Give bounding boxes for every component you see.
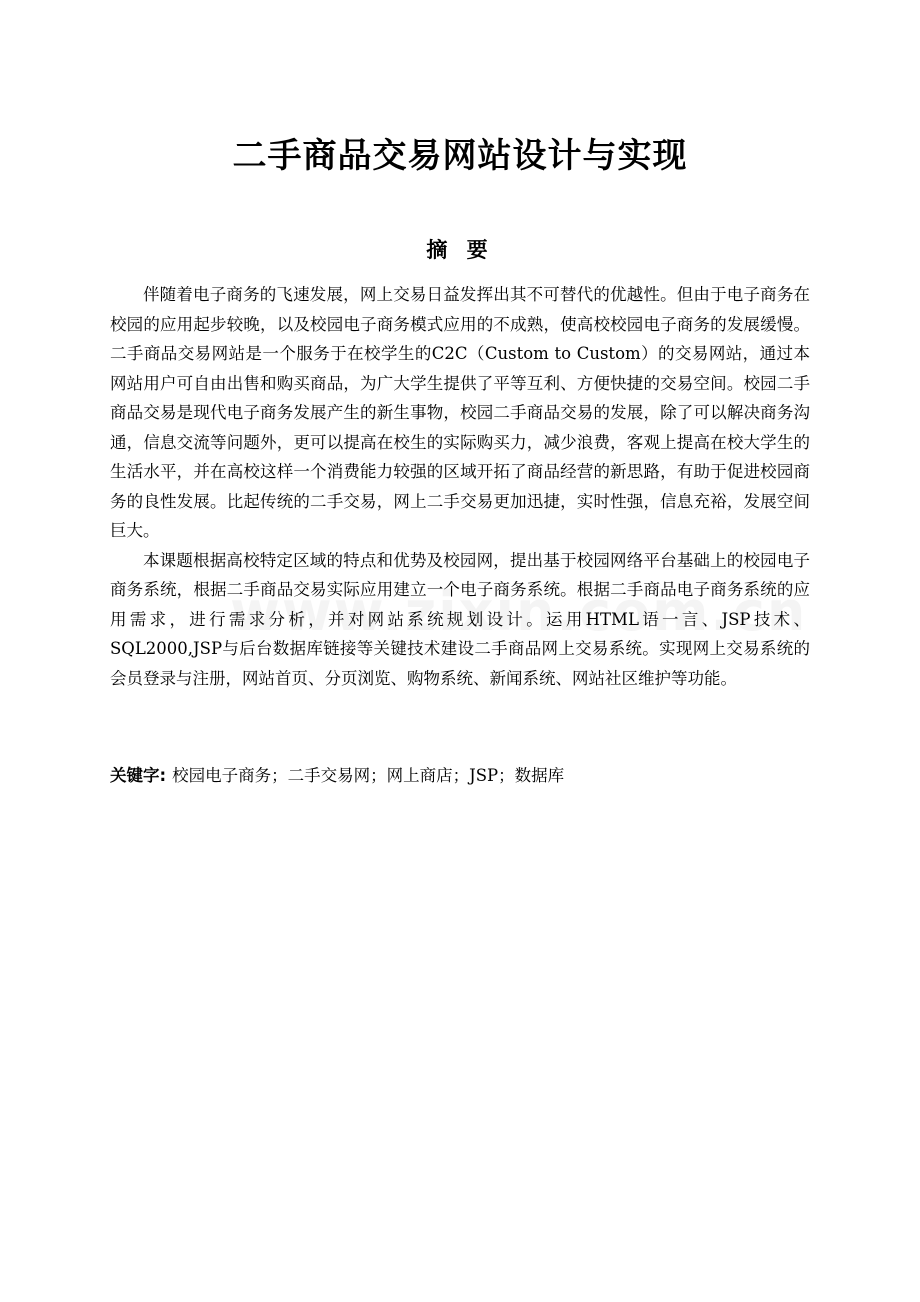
keywords-line — [110, 761, 810, 790]
abstract-paragraph-2: 本课题根据高校特定区域的特点和优势及校园网，提出基于校园网络平台基础上的校园电子商务系统，根据二手商品交易实际应用建立一个电子商务系统。根据二手商品电子商务系统的应用需求，进行需求分析，并对网站系统规划设计。运用HTML语一言、JSP技术、SQL2000,JSP与后台数据库链接等关键技术建设二手商品网上交易系统。实现网上交易系统的会员登录与注册，网站首页、分页浏览、购物系统、新闻系统、网站社区维护等功能。 — [110, 550, 810, 688]
page-title: 二手商品交易网站设计与实现 — [232, 136, 688, 176]
keywords-value: 校园电子商务；二手交易网；网上商店；JSP；数据库 — [172, 766, 565, 785]
abstract-body — [110, 280, 810, 693]
keywords-label: 关键字: — [110, 766, 167, 785]
abstract-paragraph-1: 伴随着电子商务的飞速发展，网上交易日益发挥出其不可替代的优越性。但由于电子商务在校园的应用起步较晚，以及校园电子商务模式应用的不成熟，使高校校园电子商务的发展缓慢。二手商品交易网站是一个服务于在校学生的C2C（Custom to Custom）的交易网站，通过本网站用户可自由出售和购买商品，为广大学生提供了平等互利、方便快捷的交易空间。校园二手商品交易是现代电子商务发展产生的新生事物，校园二手商品交易的发展，除了可以解决商务沟通，信息交流等问题外，更可以提高在校生的实际购买力，减少浪费，客观上提高在校大学生的生活水平，并在高校这样一个消费能力较强的区域开拓了商品经营的新思路，有助于促进校园商务的良性发展。比起传统的二手交易，网上二手交易更加迅捷，实时性强，信息充裕，发展空间巨大。 — [110, 285, 810, 540]
abstract-heading: 摘 要 — [426, 238, 494, 262]
